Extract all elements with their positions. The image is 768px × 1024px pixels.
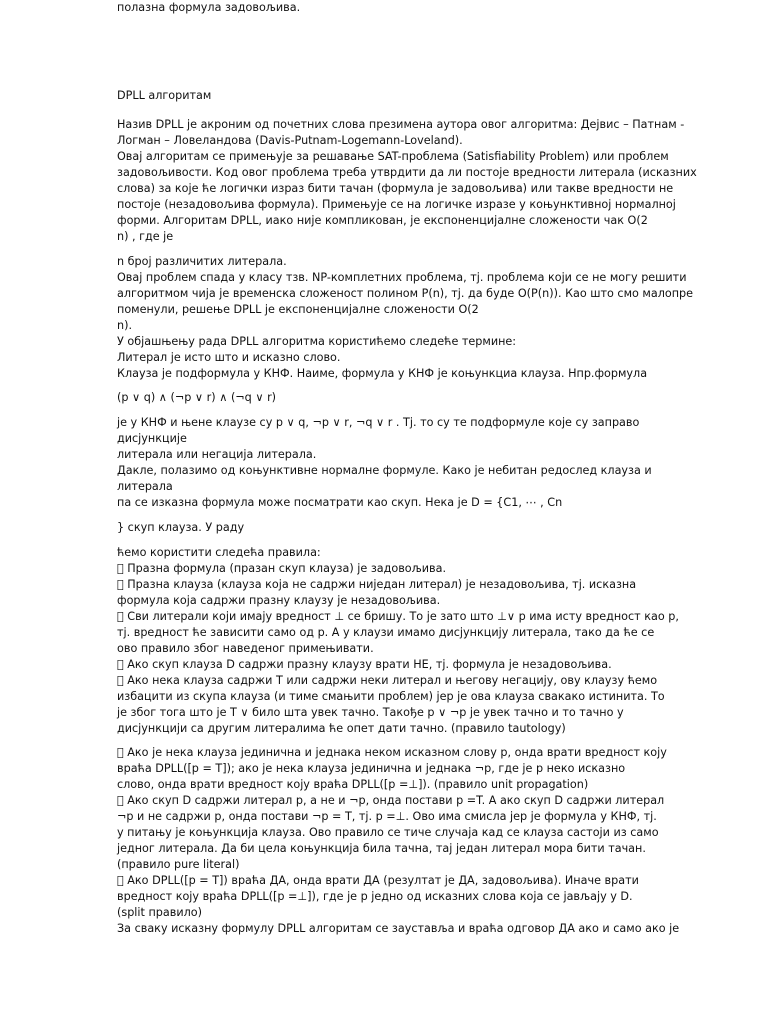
text-line: ово правило због наведеног примењивати. [117,642,374,655]
text-line: Литерал је исто што и исказно слово. [117,351,341,364]
document-title: DPLL алгоритам [117,89,212,102]
text-line: па се изказна формула може посматрати као скуп. Нека је D = {C1, ⋯ , Cn [117,496,563,509]
text-line: тј. вредност ће зависити само од p. А у клаузи имамо дисјункцију литерала, тако да ће се [117,626,655,639]
text-line: ћемо користити следећа правила: [117,546,321,559]
text-line: 􀀀 Ако скуп D садржи литерал p, а не и ¬p, онда постави p =T. А ако скуп D садржи литерал [117,794,665,807]
text-line: дисјункције [117,432,187,445]
text-line: 􀀀 Празна клауза (клауза која не садржи ниједан литерал) је незадовољива, тј. исказна [117,578,637,591]
text-line: је у КНФ и њене клаузе су p ∨ q, ¬p ∨ r, ¬q ∨ r . Тј. то су те подформуле које су заправо [117,416,640,429]
text-line: литерала или негација литерала. [117,448,317,461]
text-line: задовољивости. Код овог проблема треба утврдити да ли постоје вредности литерала (исказних [117,166,697,179]
text-line: избацити из скупа клауза (и тиме смањити проблем) јер је ова клауза свакако истинита. То [117,690,665,703]
text-line: форми. Алгоритам DPLL, иако није компликован, је експоненцијалне сложености чак O(2 [117,214,648,227]
text-line: Дакле, полазимо од коњунктивне нормалне формуле. Како је небитан редослед клауза и [117,464,652,477]
text-line: 􀀀 Ако је нека клауза јединична и једнака неком исказном слову p, онда врати вредност коју [117,746,667,759]
text-line: 􀀀 Ако скуп клауза D садржи празну клаузу врати НЕ, тј. формула је незадовољива. [117,658,612,671]
text-line: слово, онда врати вредност коју враћа DPLL([p =⊥]). (правило unit propagation) [117,778,589,791]
text-line: Овај алгоритам се примењује за решавање SAT-проблема (Satisfiability Problem) или проблем [117,150,669,163]
text-line: дисјункцији са другим литералима ће опет дати тачно. (правило tautology) [117,722,566,735]
text-line: поменули, решење DPLL је експоненцијалне сложености O(2 [117,303,479,316]
text-line: Овај проблем спада у класу тзв. NP-комплетних проблема, тј. проблема који се не могу решити [117,271,687,284]
text-line: је због тога што је Т ∨ било шта увек тачно. Такође p ∨ ¬p је увек тачно и то тачно у [117,706,624,719]
text-line: формула која садржи празну клаузу је незадовољива. [117,594,441,607]
text-line: у питању је коњункција клауза. Ово правило се тиче случаја кад се клауза састоји из само [117,826,659,839]
text-line: 􀀀 Сви литерали који имају вредност ⊥ се бришу. То је зато што ⊥∨ p има исту вредност као p, [117,610,679,623]
text-line: n). [117,319,133,332]
text-line: литерала [117,480,173,493]
text-line: n) , где је [117,230,174,243]
text-line: враћа DPLL([p = T]); ако је нека клауза јединична и једнака ¬p, где је p неко исказно [117,762,626,775]
text-line: једног литерала. Да би цела коњункција била тачна, тај један литерал мора бити тачан. [117,842,646,855]
text-line: n број различитих литерала. [117,255,287,268]
text-line: 􀀀 Празна формула (празан скуп клауза) је задовољива. [117,562,447,575]
text-line: 􀀀 Ако нека клауза садржи Т или садржи неки литерал и његову негацију, ову клаузу ћемо [117,674,658,687]
text-line: полазна формула задовољива. [117,1,301,14]
text-line: Назив DPLL је акроним од почетних слова презимена аутора овог алгоритма: Дејвис – Патнам - [117,118,685,131]
text-line: слова) за које ће логички израз бити тачан (формула је задовољива) или такве вредности не [117,182,674,195]
text-line: (split правило) [117,906,202,919]
text-line: Клауза је подформула у КНФ. Наиме, формула у КНФ је коњункциа клауза. Нпр.формула [117,367,648,380]
text-line: 􀀀 Ако DPLL([p = T]) враћа ДА, онда врати ДА (резултат је ДА, задовољива). Иначе врати [117,874,639,887]
text-line: (правило pure literal) [117,858,240,871]
text-line: алгоритмом чија је временска сложеност полином P(n), тј. да буде O(P(n)). Као што смо малопре [117,287,694,300]
text-line: ¬p и не садржи p, онда постави ¬p = T, тј. p =⊥. Ово има смисла јер је формула у КНФ, тј. [117,810,657,823]
text-line: За сваку исказну формулу DPLL алгоритам се зауставља и враћа одговор ДА ако и само ако је [117,922,680,935]
text-line: постоје (незадовољива формула). Примењује се на логичке изразе у коњунктивној нормалној [117,198,676,211]
text-line: вредност коју враћа DPLL([p =⊥]), где је p једно од исказних слова која се јављају у D. [117,890,633,903]
text-line: У објашњењу рада DPLL алгоритма користићемо следеће термине: [117,335,517,348]
text-line: } скуп клауза. У раду [117,521,245,534]
text-line: (p ∨ q) ∧ (¬p ∨ r) ∧ (¬q ∨ r) [117,391,277,404]
text-line: Логман – Ловеландова (Davis-Putnam-Logemann-Loveland). [117,134,463,147]
